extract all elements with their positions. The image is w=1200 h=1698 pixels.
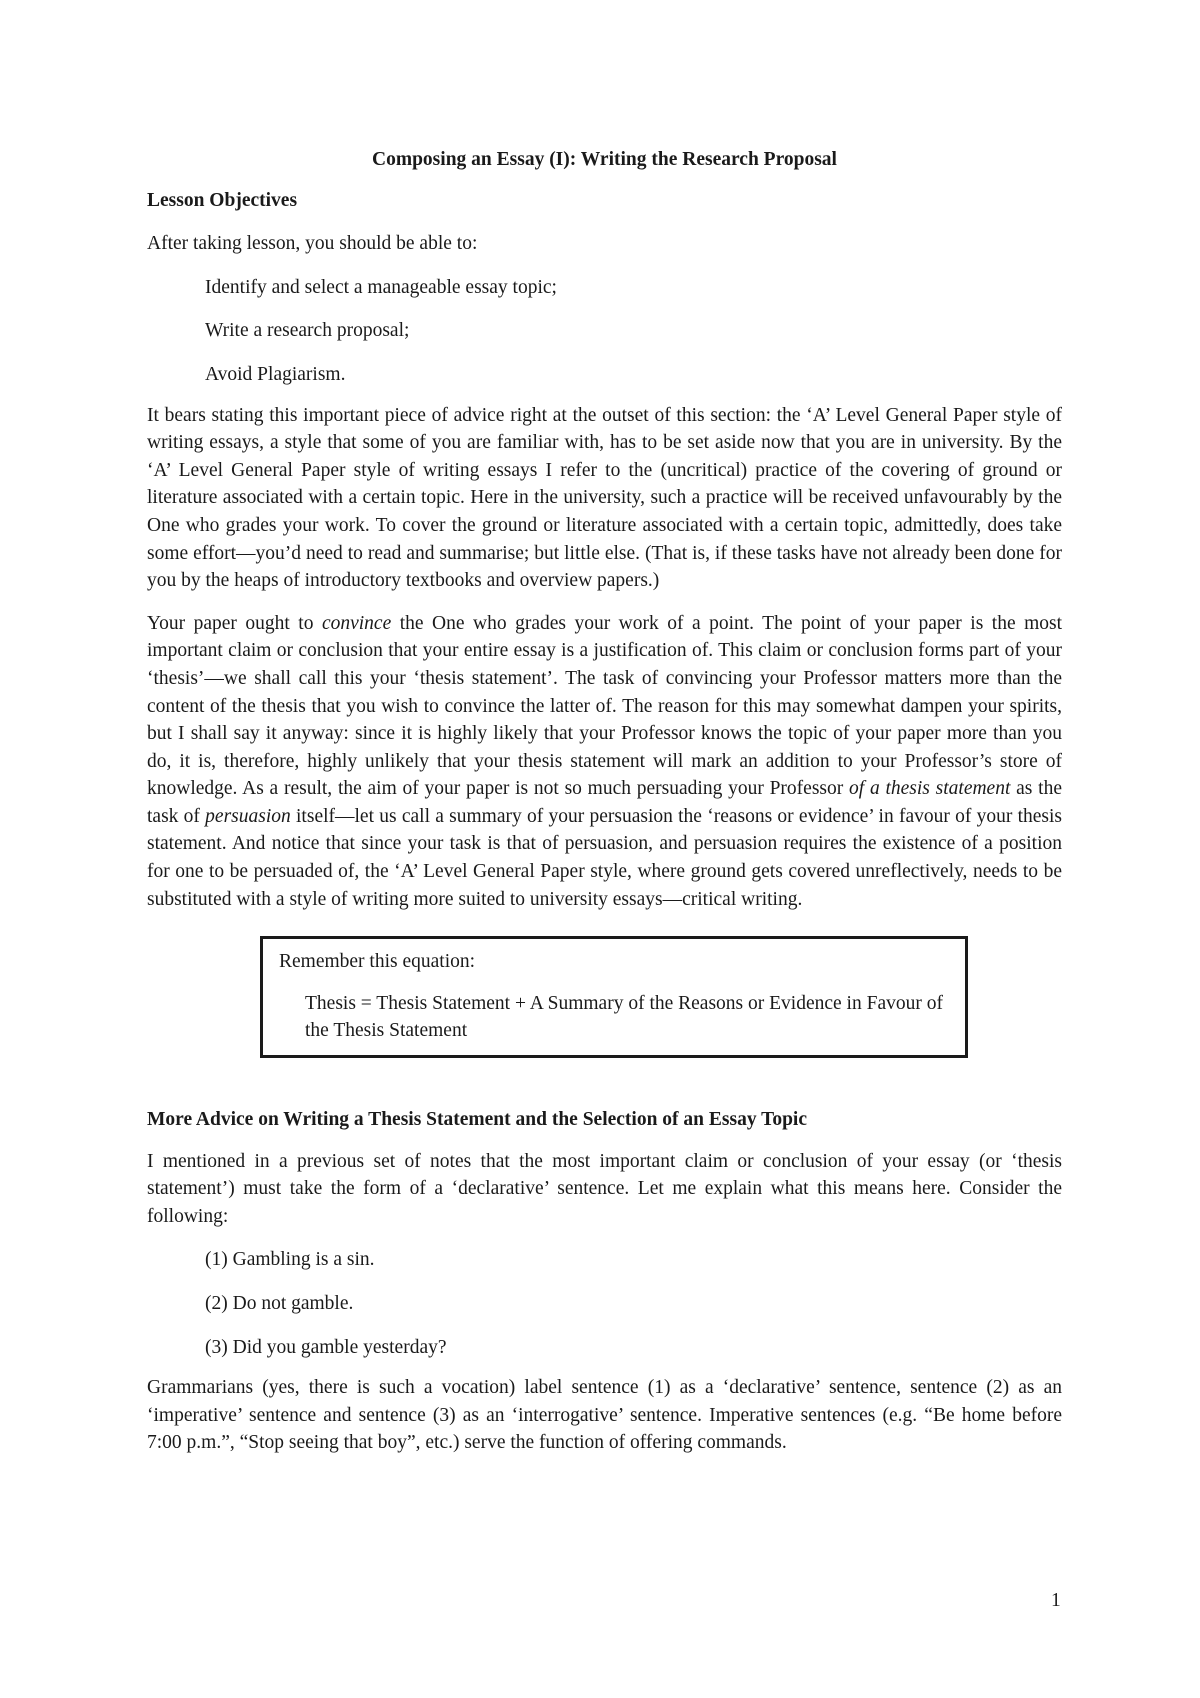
document-page	[147, 140, 1062, 1472]
objective-item: Write a research proposal;	[205, 320, 410, 342]
advice-paragraph-2: Grammarians (yes, there is such a vocation) label sentence (1) as a ‘declarative’ sentence, sentence (2) as an ‘imperative’ sentence and sentence (3) as an ‘interrogative’ sentence. Imperative sentences (e.g. “Be home before 7:00 p.m.”, “Stop seeing that boy”, etc.) serve the function of offering commands.	[147, 1377, 1062, 1454]
objectives-heading: Lesson Objectives	[147, 189, 298, 211]
advice-paragraph-1: I mentioned in a previous set of notes that the most important claim or conclusion of your essay (or ‘thesis statement’) must take the form of a ‘declarative’ sentence. Let me explain what this means here. Consider the following:	[147, 1150, 1062, 1227]
equation-callout-box	[260, 936, 968, 1058]
page-number: 1	[1051, 1590, 1061, 1611]
p2-text: Your paper ought to	[147, 612, 322, 634]
p2-text: itself—let us call a summary of your persuasion the ‘reasons or evidence’ in favour of your thesis statement. And notice that since your task is that of persuasion, and persuasion requires the existence of a position for one to be persuaded of, the ‘A’ Level General Paper style, where ground gets covered unreflectively, needs to be substituted with a style of writing more suited to university essays—critical writing.	[147, 805, 1063, 910]
advice-heading: More Advice on Writing a Thesis Statement and the Selection of an Essay Topic	[147, 1109, 807, 1131]
callout-label: Remember this equation:	[279, 951, 476, 973]
example-sentences-list	[205, 1246, 1062, 1361]
example-sentence: (3) Did you gamble yesterday?	[205, 1336, 447, 1358]
body-paragraph-2	[147, 610, 1062, 914]
thesis-equation: Thesis = Thesis Statement + A Summary of the Reasons or Evidence in Favour of the Thesis Statement	[305, 992, 943, 1042]
objectives-list	[205, 274, 1062, 389]
objective-item: Avoid Plagiarism.	[205, 363, 346, 385]
body-paragraph-1: It bears stating this important piece of advice right at the outset of this section: the ‘A’ Level General Paper style of writing essays, a style that some of you are familiar with, has to be set aside now that you are in university. By the ‘A’ Level General Paper style of writing essays I refer to the (uncritical) practice of the covering of ground or literature associated with a certain topic. Here in the university, such a practice will be received unfavourably by the One who grades your work. To cover the ground or literature associated with a certain topic, admittedly, does take some effort—you’d need to read and summarise; but little else. (That is, if these tasks have not already been done for you by the heaps of introductory textbooks and overview papers.)	[147, 404, 1062, 592]
p2-text: the One who grades your work of a point. The point of your paper is the most important claim or conclusion that your entire essay is a justification of. This claim or conclusion forms part of your ‘thesis’—we shall call this your ‘thesis statement’. The task of convincing your Professor matters more than the content of the thesis that you wish to convince the latter of. The reason for this may somewhat dampen your spirits, but I shall say it anyway: since it is highly likely that your Professor knows the topic of your paper more than you do, it is, therefore, highly unlikely that your thesis statement will mark an addition to your Professor’s store of knowledge. As a result, the aim of your paper is not so much persuading your Professor	[147, 612, 1063, 800]
p2-text: as the task of	[147, 778, 1062, 827]
example-sentence: (2) Do not gamble.	[205, 1293, 354, 1314]
objectives-intro: After taking lesson, you should be able to:	[147, 233, 478, 255]
p2-emphasis: persuasion	[205, 805, 291, 827]
objective-item: Identify and select a manageable essay topic;	[205, 276, 557, 298]
p2-emphasis: of a thesis statement	[849, 778, 1011, 800]
p2-emphasis: convince	[321, 612, 392, 634]
example-sentence: (1) Gambling is a sin.	[205, 1249, 375, 1271]
document-title: Composing an Essay (I): Writing the Research Proposal	[372, 149, 837, 170]
